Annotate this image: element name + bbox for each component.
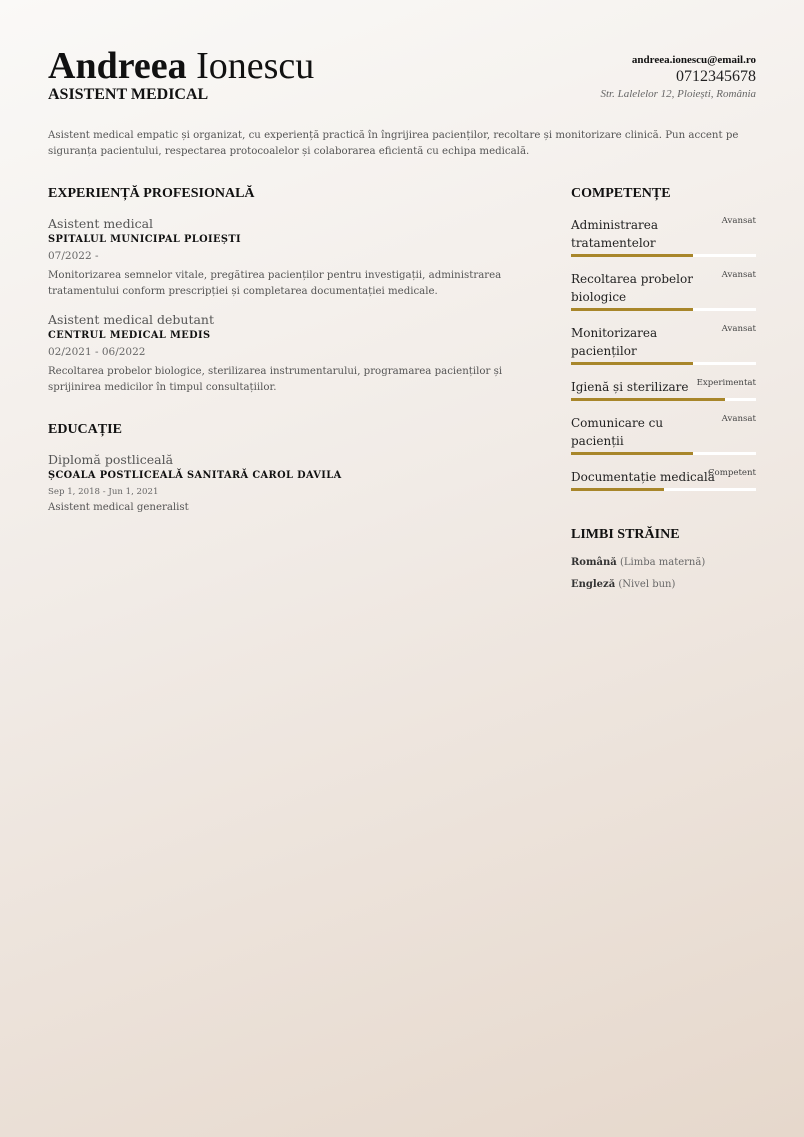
skill-level: Avansat [721, 216, 756, 226]
skill-item [571, 324, 756, 365]
job-dates: 02/2021 - 06/2022 [48, 346, 146, 358]
skill-name: Administrarea tratamentelor [571, 218, 658, 250]
experience-heading: EXPERIENȚĂ PROFESIONALĂ [48, 186, 255, 201]
first-name: Andreea [48, 45, 187, 87]
language-item [571, 579, 756, 590]
skill-bar [571, 362, 756, 365]
skill-item [571, 378, 756, 401]
language-item [571, 557, 756, 568]
skill-name: Comunicare cu pacienții [571, 416, 664, 448]
skill-bar-fill [571, 398, 725, 401]
school: ȘCOALA POSTLICEALĂ SANITARĂ CAROL DAVILA [48, 470, 342, 481]
skill-name: Igienă și sterilizare [571, 380, 689, 394]
job-role: Asistent medical debutant [48, 312, 214, 327]
experience-item [48, 216, 518, 300]
skill-bar [571, 254, 756, 257]
skill-name: Documentație medicală [571, 470, 715, 484]
job-role: Asistent medical [48, 216, 154, 231]
skill-bar-fill [571, 254, 693, 257]
job-dates: 07/2022 - [48, 250, 99, 262]
last-name: Ionescu [196, 45, 315, 87]
job-description: Recoltarea probelor biologice, sterilizarea instrumentarului, programarea pacienților și sprijinirea medicilor în timpul consultațiilor. [48, 366, 503, 393]
education-heading: EDUCAȚIE [48, 422, 122, 437]
skill-bar-fill [571, 452, 693, 455]
language-name: Engleză [571, 579, 616, 590]
employer: CENTRUL MEDICAL MEDIS [48, 330, 211, 341]
skill-level: Avansat [721, 270, 756, 280]
skill-item [571, 270, 756, 311]
skill-bar [571, 308, 756, 311]
resume-header [48, 46, 756, 106]
education-item [48, 452, 518, 516]
employer: SPITALUL MUNICIPAL PLOIEȘTI [48, 234, 242, 245]
summary: Asistent medical empatic și organizat, cu experiență practică în îngrijirea pacienților, recoltare și monitorizare clinică. Pun accent pe siguranța pacientului, respectarea protocoalelor și colaborarea eficientă cu echipa medicală. [48, 130, 739, 157]
skill-level: Experimentat [696, 378, 756, 388]
skill-level: Avansat [721, 414, 756, 424]
skill-bar-fill [571, 308, 693, 311]
education-dates: Sep 1, 2018 - Jun 1, 2021 [48, 487, 159, 497]
main-column [48, 186, 518, 528]
language-name: Română [571, 557, 617, 568]
side-column [571, 186, 756, 601]
skill-bar [571, 452, 756, 455]
degree: Diplomă postliceală [48, 452, 174, 467]
language-level: (Nivel bun) [618, 579, 676, 590]
language-level: (Limba maternă) [619, 557, 706, 568]
phone: 0712345678 [676, 68, 756, 85]
email[interactable]: andreea.ionescu@email.ro [631, 54, 756, 66]
education-field: Asistent medical generalist [48, 502, 189, 513]
address: Str. Lalelelor 12, Ploiești, România [600, 88, 756, 100]
skill-item [571, 216, 756, 257]
skill-item [571, 468, 756, 491]
skill-item [571, 414, 756, 455]
skill-name: Recoltarea probelor biologice [571, 272, 693, 304]
job-title: ASISTENT MEDICAL [48, 86, 209, 103]
skill-level: Avansat [721, 324, 756, 334]
skill-bar [571, 488, 756, 491]
skill-bar-fill [571, 362, 693, 365]
languages-heading: LIMBI STRĂINE [571, 527, 680, 542]
skills-list [571, 216, 756, 491]
contact-info [600, 54, 756, 100]
skill-bar-fill [571, 488, 664, 491]
skill-name: Monitorizarea pacienților [571, 326, 658, 358]
skill-bar [571, 398, 756, 401]
experience-item [48, 312, 518, 396]
skills-heading: COMPETENȚE [571, 186, 671, 201]
skill-level: Competent [707, 468, 756, 478]
job-description: Monitorizarea semnelor vitale, pregătirea pacienților pentru investigații, administrarea tratamentului conform prescripției și completarea documentației medicale. [48, 270, 502, 297]
